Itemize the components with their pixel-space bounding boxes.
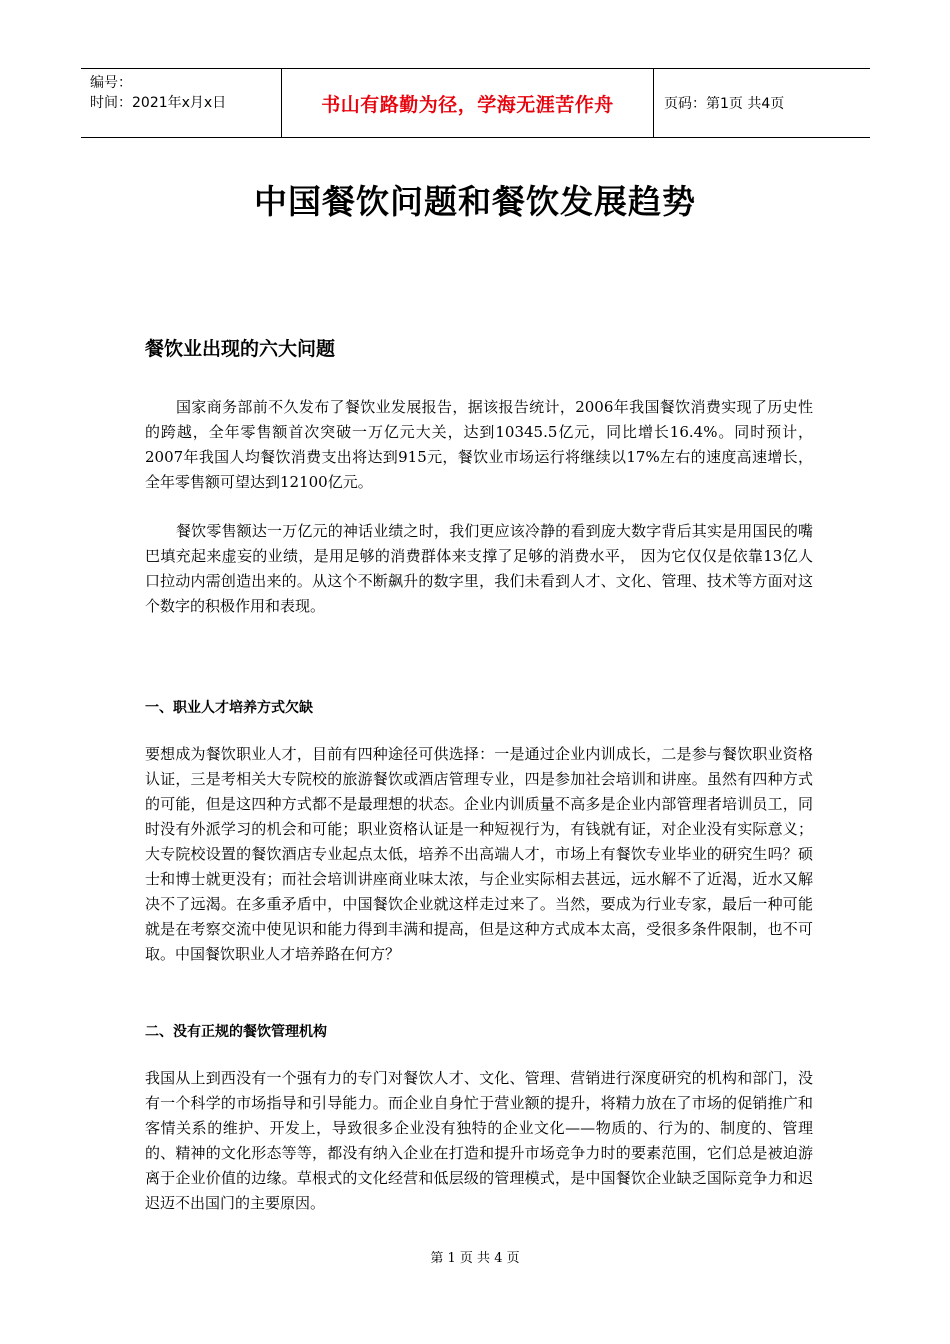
time-label: 时间：2021年x月x日 <box>90 95 227 111</box>
subsection-heading-2: 二、没有正规的餐饮管理机构 <box>145 1024 327 1040</box>
intro-paragraph-2: 餐饮零售额达一万亿元的神话业绩之时，我们更应该冷静的看到庞大数字背后其实是用国民的嘴巴填充起来虚妄的业绩，是用足够的消费群体来支撑了足够的消费水平， 因为它仅仅是依靠13亿人口拉动内需创造出来的。从这个不断飙升的数字里，我们未看到人才、文化、管理、技术等方面对这个数字的积极作用和表现。 <box>145 522 813 615</box>
header-meta-cell <box>81 69 282 137</box>
subsection-heading-1: 一、职业人才培养方式欠缺 <box>145 700 313 716</box>
subsection-body-1: 要想成为餐饮职业人才，目前有四种途径可供选择：一是通过企业内训成长，二是参与餐饮职业资格认证，三是考相关大专院校的旅游餐饮或酒店管理专业，四是参加社会培训和讲座。虽然有四种方式的可能，但是这四种方式都不是最理想的状态。企业内训质量不高多是企业内部管理者培训员工，同时没有外派学习的机会和可能；职业资格认证是一种短视行为，有钱就有证，对企业没有实际意义；大专院校设置的餐饮酒店专业起点太低，培养不出高端人才，市场上有餐饮专业毕业的研究生吗？硕士和博士就更没有；而社会培训讲座商业味太浓，与企业实际相去甚远，远水解不了近渴，近水又解决不了远渴。在多重矛盾中，中国餐饮企业就这样走过来了。当然，要成为行业专家，最后一种可能就是在考察交流中使见识和能力得到丰满和提高，但是这种方式成本太高，受很多条件限制，也不可取。中国餐饮职业人才培养路在何方？ <box>145 745 813 963</box>
header-table <box>81 68 870 138</box>
header-page-info: 页码：第1页 共4页 <box>664 96 785 112</box>
section-title: 餐饮业出现的六大问题 <box>145 338 336 360</box>
subsection-body-2: 我国从上到西没有一个强有力的专门对餐饮人才、文化、管理、营销进行深度研究的机构和部门，没有一个科学的市场指导和引导能力。而企业自身忙于营业额的提升，将精力放在了市场的促销推广和客情关系的维护、开发上，导致很多企业没有独特的企业文化——物质的、行为的、制度的、管理的、精神的文化形态等等，都没有纳入企业在打造和提升市场竞争力时的要素范围，它们总是被迫游离于企业价值的边缘。草根式的文化经营和低层级的管理模式，是中国餐饮企业缺乏国际竞争力和迟迟迈不出国门的主要原因。 <box>145 1069 813 1212</box>
page-footer: 第 1 页 共 4 页 <box>430 1251 520 1266</box>
header-motto: 书山有路勤为径，学海无涯苦作舟 <box>282 69 654 137</box>
number-label: 编号： <box>90 75 132 91</box>
intro-paragraph-1: 国家商务部前不久发布了餐饮业发展报告，据该报告统计，2006年我国餐饮消费实现了历史性的跨越，全年零售额首次突破一万亿元大关，达到10345.5亿元，同比增长16.4%。同时预计，2007年我国人均餐饮消费支出将达到915元，餐饮业市场运行将继续以17%左右的速度高速增长，全年零售额可望达到12100亿元。 <box>145 398 813 491</box>
document-title: 中国餐饮问题和餐饮发展趋势 <box>254 182 696 221</box>
